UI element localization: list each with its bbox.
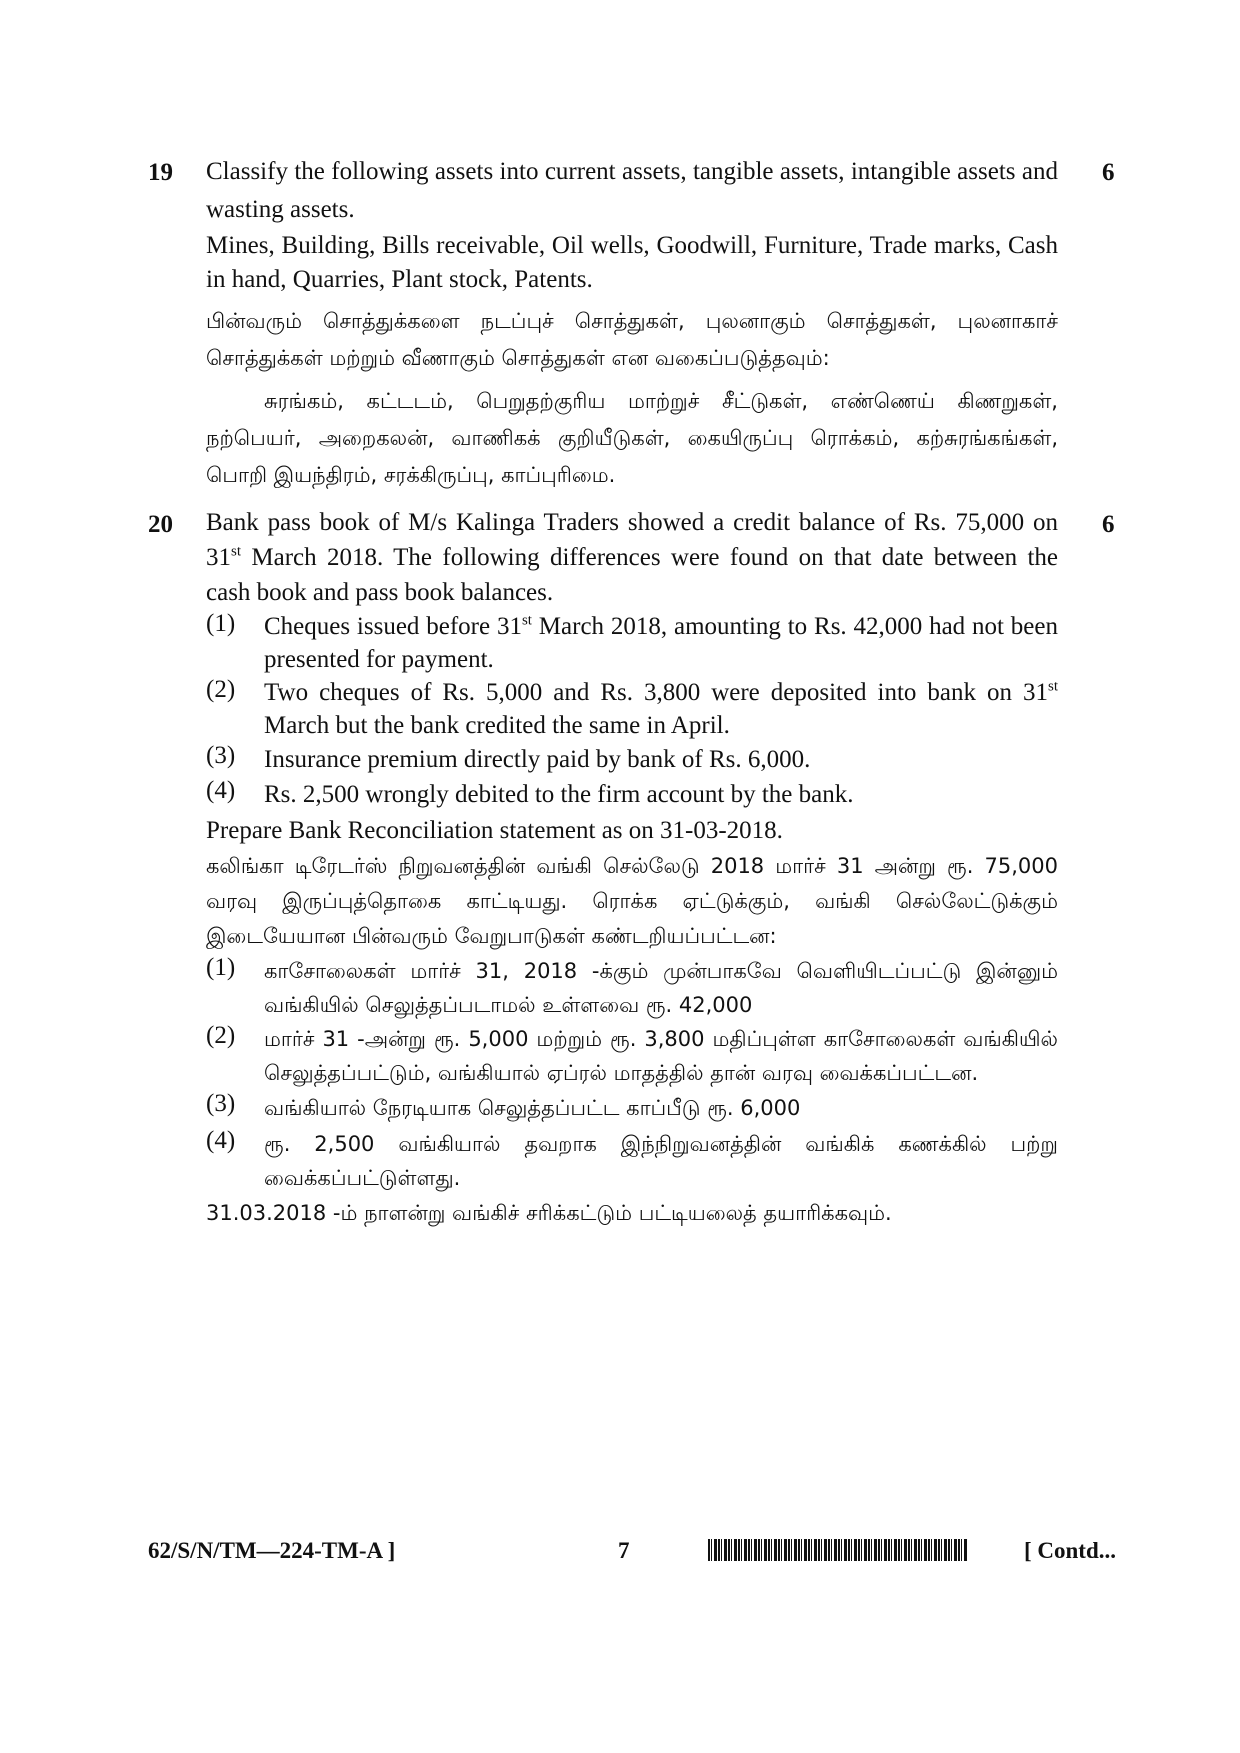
question-number: 20 bbox=[148, 511, 173, 538]
question-20-tamil-task: 31.03.2018 -ம் நாளன்று வங்கிச் சரிக்கட்டும் பட்டியலைத் தயாரிக்கவும். bbox=[206, 1201, 892, 1225]
english-item-2: (2) Two cheques of Rs. 5,000 and Rs. 3,800 were deposited into bank on 31st March but the bank credited the same in April. bbox=[206, 676, 1058, 739]
english-item-3: (3) Insurance premium directly paid by bank of Rs. 6,000. bbox=[206, 742, 811, 773]
item-number: (4) bbox=[206, 1127, 236, 1154]
item-number: (1) bbox=[206, 954, 236, 981]
question-20-english-intro: Bank pass book of M/s Kalinga Traders showed a credit balance of Rs. 75,000 on 31st March 2018. The following differences were found on that date between the cash book and pass book balances. bbox=[206, 509, 1058, 606]
item-number: (2) bbox=[206, 1022, 236, 1049]
question-19-tamil-list: சுரங்கம், கட்டடம், பெறுதற்குரிய மாற்றுச் சீட்டுகள், எண்ணெய் கிணறுகள், நற்பெயர், அறைகலன், வாணிகக் குறியீடுகள், கையிருப்பு ரொக்கம், கற்சுரங்கங்கள், பொறி இயந்திரம், சரக்கிருப்பு, காப்புரிமை. bbox=[206, 389, 1058, 487]
tamil-item-1: (1) காசோலைகள் மார்ச் 31, 2018 -க்கும் முன்பாகவே வெளியிடப்பட்டு இன்னும் வங்கியில் செலுத்தப்படாமல் உள்ளவை ரூ. 42,000 bbox=[206, 954, 1058, 1017]
question-20-tamil-intro: கலிங்கா டிரேடர்ஸ் நிறுவனத்தின் வங்கி செல்லேடு 2018 மார்ச் 31 அன்று ரூ. 75,000 வரவு இருப்புத்தொகை காட்டியது. ரொக்க ஏட்டுக்கும், வங்கி செல்லேட்டுக்கும் இடையேயான பின்வரும் வேறுபாடுகள் கண்டறியப்பட்டன: bbox=[206, 854, 1058, 948]
continued-label: [ Contd... bbox=[1023, 1538, 1116, 1563]
item-number: (1) bbox=[206, 610, 236, 637]
question-19-english-intro: Classify the following assets into current assets, tangible assets, intangible assets and wasting assets. bbox=[206, 158, 1058, 223]
item-number: (3) bbox=[206, 1090, 236, 1117]
question-marks: 6 bbox=[1102, 511, 1115, 538]
tamil-item-3: (3) வங்கியால் நேரடியாக செலுத்தப்பட்ட காப்பீடு ரூ. 6,000 bbox=[206, 1090, 801, 1120]
english-item-4: (4) Rs. 2,500 wrongly debited to the firm account by the bank. bbox=[206, 777, 854, 808]
question-number: 19 bbox=[148, 159, 173, 186]
tamil-item-4: (4) ரூ. 2,500 வங்கியால் தவறாக இந்நிறுவனத்தின் வங்கிக் கணக்கில் பற்று வைக்கப்பட்டுள்ளது. bbox=[206, 1127, 1058, 1190]
barcode bbox=[708, 1539, 968, 1561]
question-20-english-task: Prepare Bank Reconciliation statement as on 31-03-2018. bbox=[206, 817, 783, 844]
tamil-item-2: (2) மார்ச் 31 -அன்று ரூ. 5,000 மற்றும் ரூ. 3,800 மதிப்புள்ள காசோலைகள் வங்கியில் செலுத்தப்பட்டும், வங்கியால் ஏப்ரல் மாதத்தில் தான் வரவு வைக்கப்பட்டன. bbox=[206, 1022, 1058, 1085]
item-number: (3) bbox=[206, 742, 236, 769]
english-item-1: (1) Cheques issued before 31st March 2018, amounting to Rs. 42,000 had not been presented for payment. bbox=[206, 610, 1058, 673]
question-marks: 6 bbox=[1102, 159, 1115, 186]
question-19-english-list: Mines, Building, Bills receivable, Oil wells, Goodwill, Furniture, Trade marks, Cash in hand, Quarries, Plant stock, Patents. bbox=[206, 232, 1058, 293]
paper-code: 62/S/N/TM—224-TM-A ] bbox=[148, 1538, 396, 1563]
item-number: (2) bbox=[206, 676, 236, 703]
question-19-tamil-intro: பின்வரும் சொத்துக்களை நடப்புச் சொத்துகள், புலனாகும் சொத்துகள், புலனாகாச் சொத்துக்கள் மற்றும் வீணாகும் சொத்துகள் என வகைப்படுத்தவும்: bbox=[206, 309, 1058, 370]
page-number: 7 bbox=[618, 1538, 630, 1563]
page-footer bbox=[148, 1531, 1116, 1571]
item-number: (4) bbox=[206, 777, 236, 804]
